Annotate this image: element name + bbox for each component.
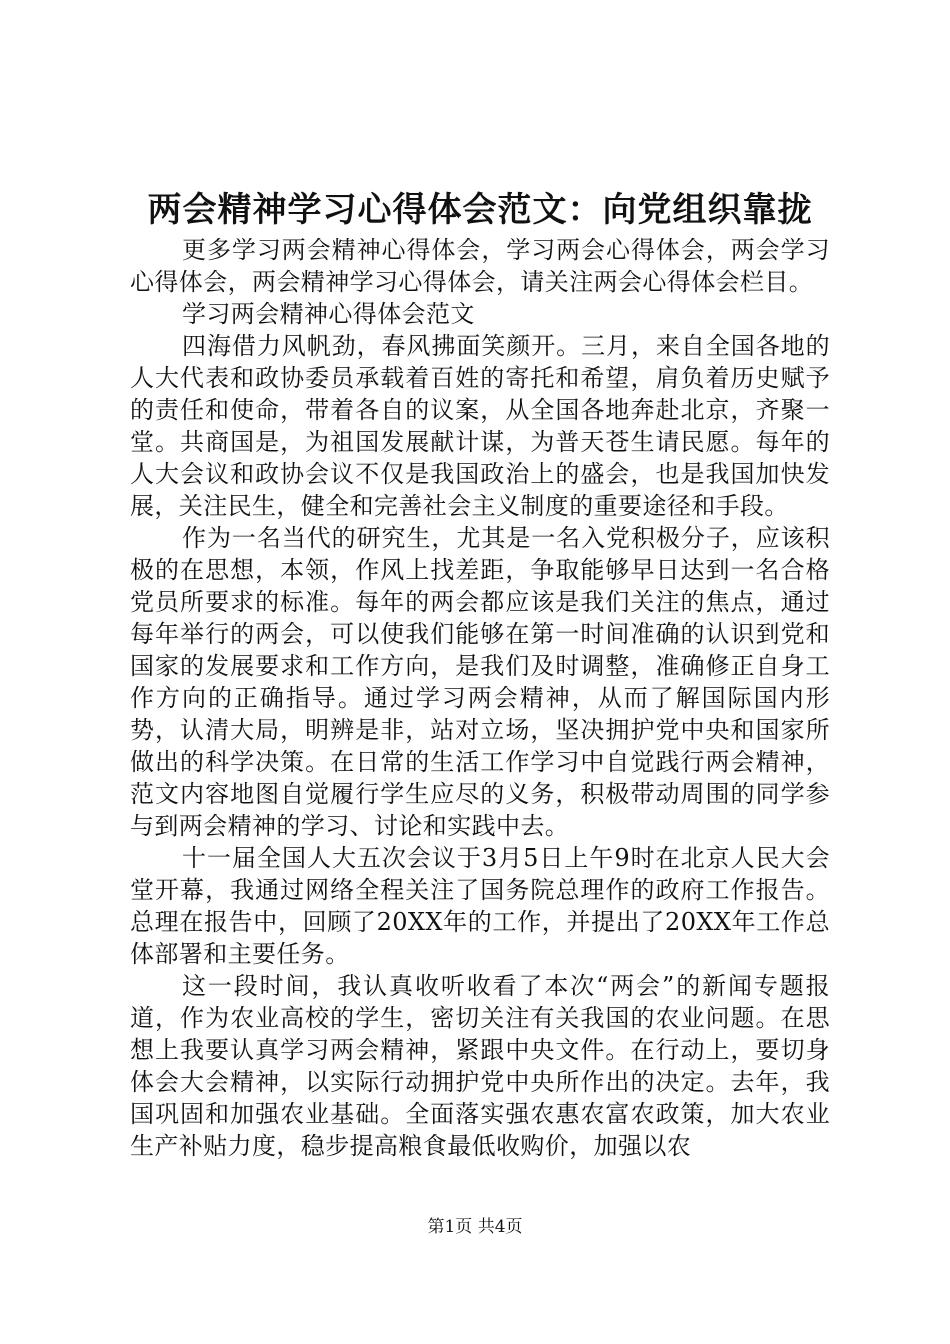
- paragraph-4: 这一段时间，我认真收听收看了本次“两会”的新闻专题报道，作为农业高校的学生，密切关注有关我国的农业问题。在思想上我要认真学习两会精神，紧跟中央文件。在行动上，要切身体会大会精神，以实际行动拥护党中央所作出的决定。去年，我国巩固和加强农业基础。全面落实强农惠农富农政策，加大农业生产补贴力度，稳步提高粮食最低收购价，加强以农: [130, 972, 830, 1160]
- page-number-footer: 第1页 共4页: [427, 1217, 523, 1237]
- paragraph-1: 四海借力风帆劲，春风拂面笑颜开。三月，来自全国各地的人大代表和政协委员承载着百姓的寄托和希望，肩负着历史赋予的责任和使命，带着各自的议案，从全国各地奔赴北京，齐聚一堂。共商国是，为祖国发展献计谋，为普天苍生请民愿。每年的人大会议和政协会议不仅是我国政治上的盛会，也是我国加快发展，关注民生，健全和完善社会主义制度的重要途径和手段。: [130, 332, 830, 520]
- document-title: 两会精神学习心得体会范文：向党组织靠拢: [147, 190, 813, 230]
- paragraph-2: 作为一名当代的研究生，尤其是一名入党积极分子，应该积极的在思想，本领，作风上找差距，争取能够早日达到一名合格党员所要求的标准。每年的两会都应该是我们关注的焦点，通过每年举行的两会，可以使我们能够在第一时间准确的认识到党和国家的发展要求和工作方向，是我们及时调整，准确修正自身工作方向的正确指导。通过学习两会精神，从而了解国际国内形势，认清大局，明辨是非，站对立场，坚决拥护党中央和国家所做出的科学决策。在日常的生活工作学习中自觉践行两会精神，范文内容地图自觉履行学生应尽的义务，积极带动周围的同学参与到两会精神的学习、讨论和实践中去。: [130, 524, 830, 840]
- paragraph-intro: 更多学习两会精神心得体会，学习两会心得体会，两会学习心得体会，两会精神学习心得体会，请关注两会心得体会栏目。: [130, 236, 830, 296]
- paragraph-subheading: 学习两会精神心得体会范文: [182, 300, 475, 328]
- paragraph-3: 十一届全国人大五次会议于3月5日上午9时在北京人民大会堂开幕，我通过网络全程关注了国务院总理作的政府工作报告。总理在报告中，回顾了20XX年的工作，并提出了20XX年工作总体部署和主要任务。: [130, 844, 830, 968]
- document-body: [130, 234, 830, 1162]
